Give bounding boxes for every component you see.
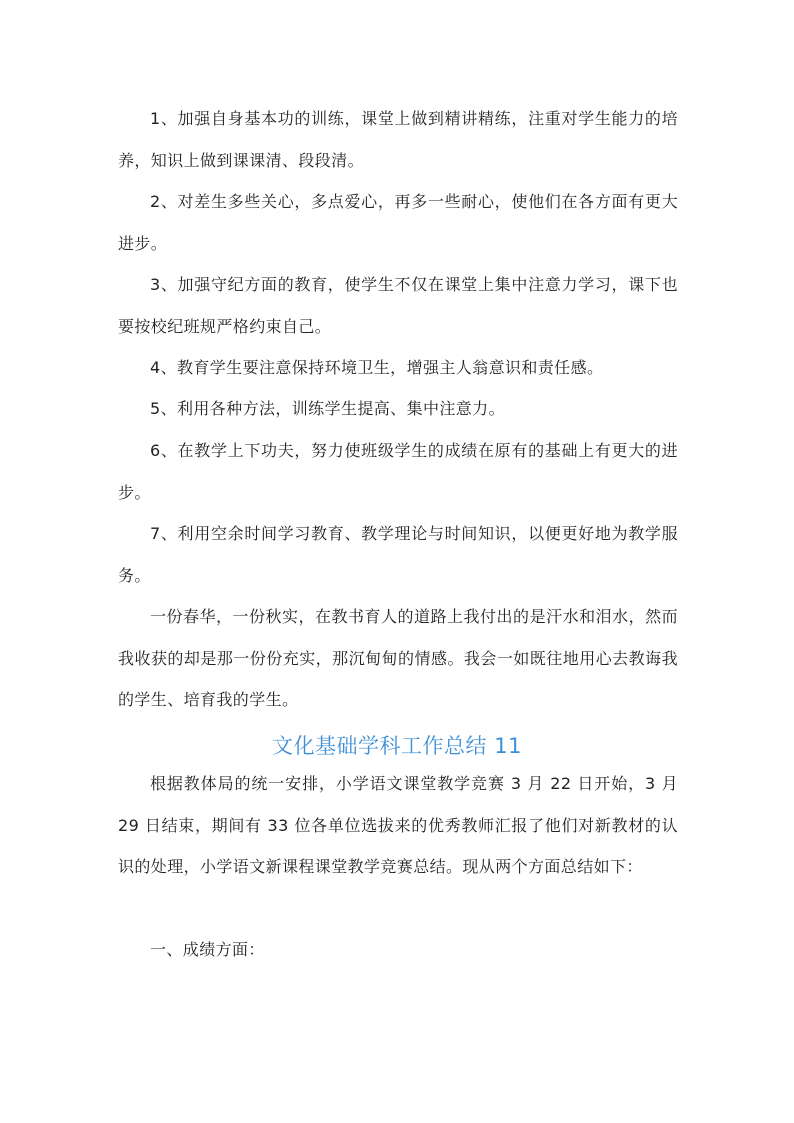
- subheading-achievements: 一、成绩方面：: [150, 940, 265, 959]
- paragraph-item-2: 2、对差生多些关心，多点爱心，再多一些耐心，使他们在各方面有更大进步。: [118, 192, 678, 253]
- closing-paragraph: 一份春华，一份秋实，在教书育人的道路上我付出的是汗水和泪水，然而我收获的却是那一份份充实，那沉甸甸的情感。我会一如既往地用心去教诲我的学生、培育我的学生。: [118, 607, 678, 709]
- paragraph-item-5: 5、利用各种方法，训练学生提高、集中注意力。: [150, 399, 505, 418]
- paragraph-item-7: 7、利用空余时间学习教育、教学理论与时间知识，以便更好地为教学服务。: [118, 524, 678, 585]
- paragraph-item-4: 4、教育学生要注意保持环境卫生，增强主人翁意识和责任感。: [150, 358, 604, 377]
- section-heading: 文化基础学科工作总结 11: [272, 734, 522, 758]
- paragraph-item-3: 3、加强守纪方面的教育，使学生不仅在课堂上集中注意力学习，课下也要按校纪班规严格约束自己。: [118, 275, 678, 336]
- paragraph-item-1: 1、加强自身基本功的训练，课堂上做到精讲精练，注重对学生能力的培养，知识上做到课课清、段段清。: [118, 109, 678, 170]
- intro-paragraph: 根据教体局的统一安排，小学语文课堂教学竞赛 3 月 22 日开始，3 月 29 日结束，期间有 33 位各单位选拔来的优秀教师汇报了他们对新教材的认识的处理，小学语文新课程课堂教学竞赛总结。现从两个方面总结如下：: [118, 774, 678, 876]
- paragraph-item-6: 6、在教学上下功夫，努力使班级学生的成绩在原有的基础上有更大的进步。: [118, 441, 678, 502]
